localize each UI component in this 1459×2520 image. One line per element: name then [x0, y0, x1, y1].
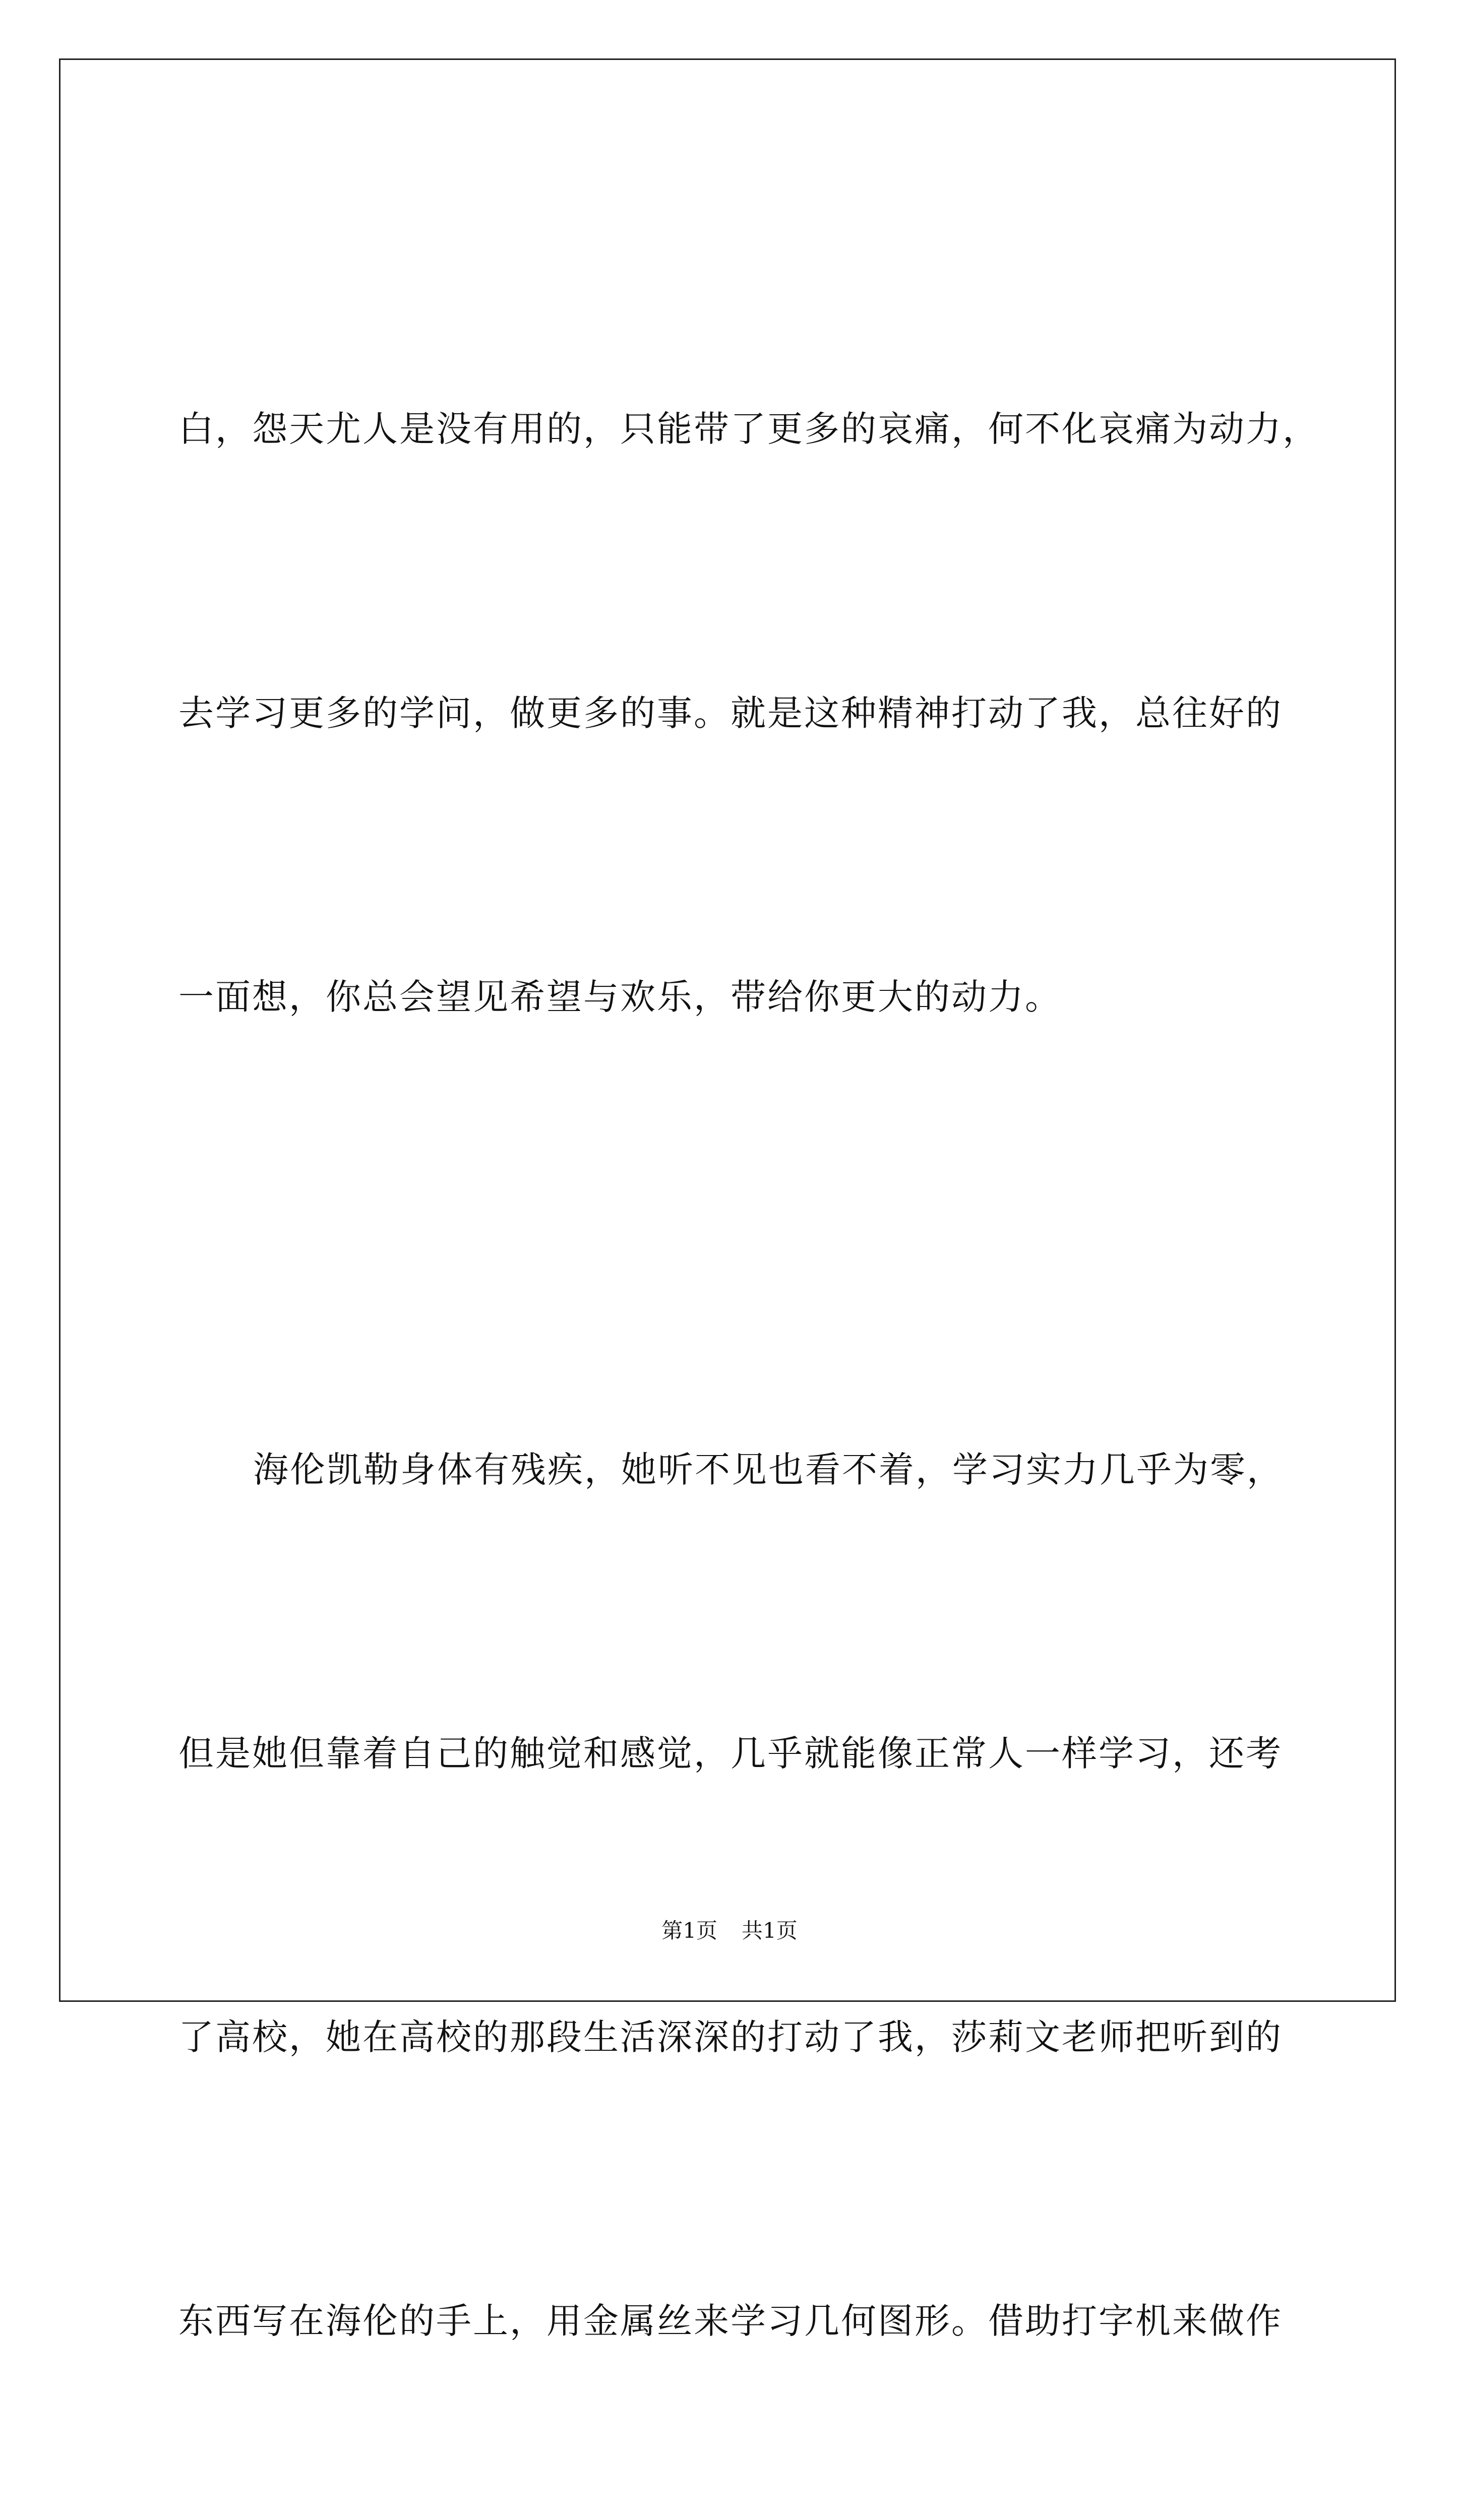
- paragraph-2: [178, 1234, 1283, 2520]
- text-line: 东西写在海伦的手上，用金属丝来学习几何图形。借助打字机来做作: [178, 2300, 1283, 2342]
- page-number-total: 共1页: [742, 1918, 798, 1943]
- paragraph-1: [178, 193, 1319, 1234]
- page-number-current: 第1页: [661, 1918, 717, 1943]
- text-line: 海伦凯勒身体有残疾，她听不见也看不着，学习实力几乎为零，: [253, 1449, 1284, 1491]
- text-line: 白，怨天尤人是没有用的，只能带了更多的哀痛，何不化哀痛为动力，: [178, 408, 1319, 450]
- text-line: 一面想，你总会望见希望与欢乐，带给你更大的动力。: [178, 976, 1062, 1018]
- text-line: 去学习更多的学问，做更多的事。就是这种精神打动了我，总往好的: [178, 692, 1283, 734]
- document-body: [178, 193, 1319, 2520]
- text-line: 但是她但靠着自己的触觉和感觉，几乎就能像正常人一样学习，还考: [178, 1733, 1283, 1775]
- text-line: 了高校，她在高校的那段生活深深的打动了我，莎莉文老师把听到的: [178, 2017, 1283, 2058]
- page-footer: [0, 1917, 1459, 1945]
